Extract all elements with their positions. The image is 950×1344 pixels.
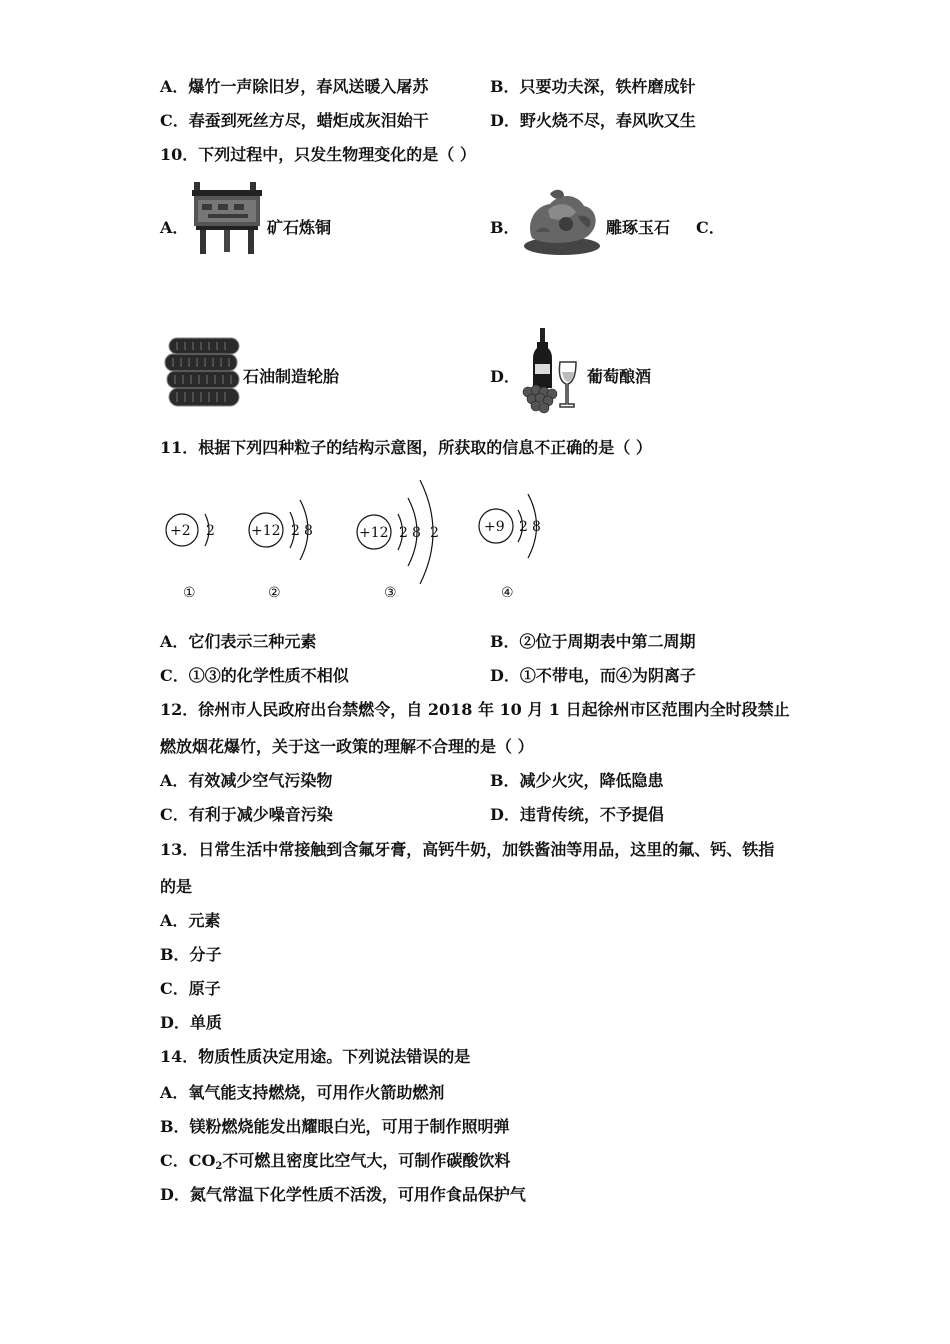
particle-3-nucleus-charge: +12 — [359, 525, 389, 541]
q12-option-c: C．有利于减少噪音污染 — [160, 805, 333, 824]
q13-option-d: D．单质 — [160, 1013, 222, 1032]
q10-option-a-letter: A． — [160, 218, 189, 237]
q13-option-a: A．元素 — [160, 911, 221, 930]
particle-2-nucleus-charge: +12 — [251, 523, 281, 539]
q10-option-d-letter: D． — [490, 367, 520, 386]
q10-option-b-text: 雕琢玉石 — [606, 218, 671, 237]
q11-option-a: A．它们表示三种元素 — [160, 632, 317, 651]
q14-option-a: A．氧气能支持燃烧，可用作火箭助燃剂 — [160, 1083, 445, 1102]
q9-option-b: B．只要功夫深，铁杵磨成针 — [490, 77, 696, 96]
particle-3-shell-3-count: 2 — [430, 525, 439, 541]
q13-option-b: B．分子 — [160, 945, 222, 964]
jade-carving-icon — [520, 188, 604, 256]
q13-stem-line-2: 的是 — [160, 877, 193, 896]
q10-stem: 10．下列过程中，只发生物理变化的是（ ） — [160, 145, 476, 164]
q12-option-d: D．违背传统，不予提倡 — [490, 805, 664, 824]
q9-option-d: D．野火烧不尽，春风吹又生 — [490, 111, 696, 130]
q14-option-c-subscript: 2 — [215, 1161, 223, 1172]
wine-grapes-icon — [520, 326, 584, 414]
tire-stack-icon — [163, 334, 243, 412]
q14-option-c — [160, 1151, 510, 1177]
bronze-ding-icon — [188, 180, 266, 256]
particle-4-nucleus-charge: +9 — [484, 519, 505, 535]
particle-2-label: ② — [268, 585, 281, 601]
q14-option-c-prefix: C．CO — [160, 1151, 216, 1170]
q11-stem: 11．根据下列四种粒子的结构示意图，所获取的信息不正确的是（ ） — [160, 438, 652, 457]
particle-1-shell-1-count: 2 — [206, 523, 215, 539]
q11-option-d: D．①不带电，而④为阴离子 — [490, 666, 696, 685]
particle-1-nucleus-charge: +2 — [170, 523, 191, 539]
particle-3-shell-1-count: 2 — [399, 525, 408, 541]
q14-option-b: B．镁粉燃烧能发出耀眼白光，可用于制作照明弹 — [160, 1117, 510, 1136]
q10-option-b-letter: B． — [490, 218, 520, 237]
q9-option-c: C．春蚕到死丝方尽，蜡炬成灰泪始干 — [160, 111, 429, 130]
q9-option-a: A．爆竹一声除旧岁，春风送暖入屠苏 — [160, 77, 429, 96]
particle-4-shell-2-count: 8 — [532, 519, 541, 535]
q12-option-b: B．减少火灾，降低隐患 — [490, 771, 664, 790]
q12-option-a: A．有效减少空气污染物 — [160, 771, 333, 790]
particle-4-label: ④ — [501, 585, 514, 601]
particle-3-shell-2-count: 8 — [412, 525, 421, 541]
q10-option-c-letter: C． — [696, 218, 725, 237]
q13-option-c: C．原子 — [160, 979, 221, 998]
particle-structure-diagrams — [158, 470, 558, 610]
particle-3-label: ③ — [384, 585, 397, 601]
q14-option-d: D．氮气常温下化学性质不活泼，可用作食品保护气 — [160, 1185, 526, 1204]
q12-stem-line-1: 12．徐州市人民政府出台禁燃令，自 2018 年 10 月 1 日起徐州市区范围内全时段禁止 — [160, 700, 790, 719]
particle-1-label: ① — [183, 585, 196, 601]
q14-option-c-suffix: 不可燃且密度比空气大，可制作碳酸饮料 — [222, 1151, 511, 1170]
q13-stem-line-1: 13．日常生活中常接触到含氟牙膏，高钙牛奶，加铁酱油等用品，这里的氟、钙、铁指 — [160, 840, 775, 859]
q11-option-c: C．①③的化学性质不相似 — [160, 666, 349, 685]
q10-option-a-text: 矿石炼铜 — [267, 218, 332, 237]
particle-2-shell-1-count: 2 — [291, 523, 300, 539]
q14-stem: 14．物质性质决定用途。下列说法错误的是 — [160, 1047, 471, 1066]
q11-option-b: B．②位于周期表中第二周期 — [490, 632, 696, 651]
particle-2-shell-2-count: 8 — [304, 523, 313, 539]
q10-option-c-text: 石油制造轮胎 — [243, 367, 340, 386]
q10-option-d-text: 葡萄酿酒 — [587, 367, 652, 386]
particle-4-shell-1-count: 2 — [519, 519, 528, 535]
q12-stem-line-2: 燃放烟花爆竹，关于这一政策的理解不合理的是（ ） — [160, 737, 534, 756]
